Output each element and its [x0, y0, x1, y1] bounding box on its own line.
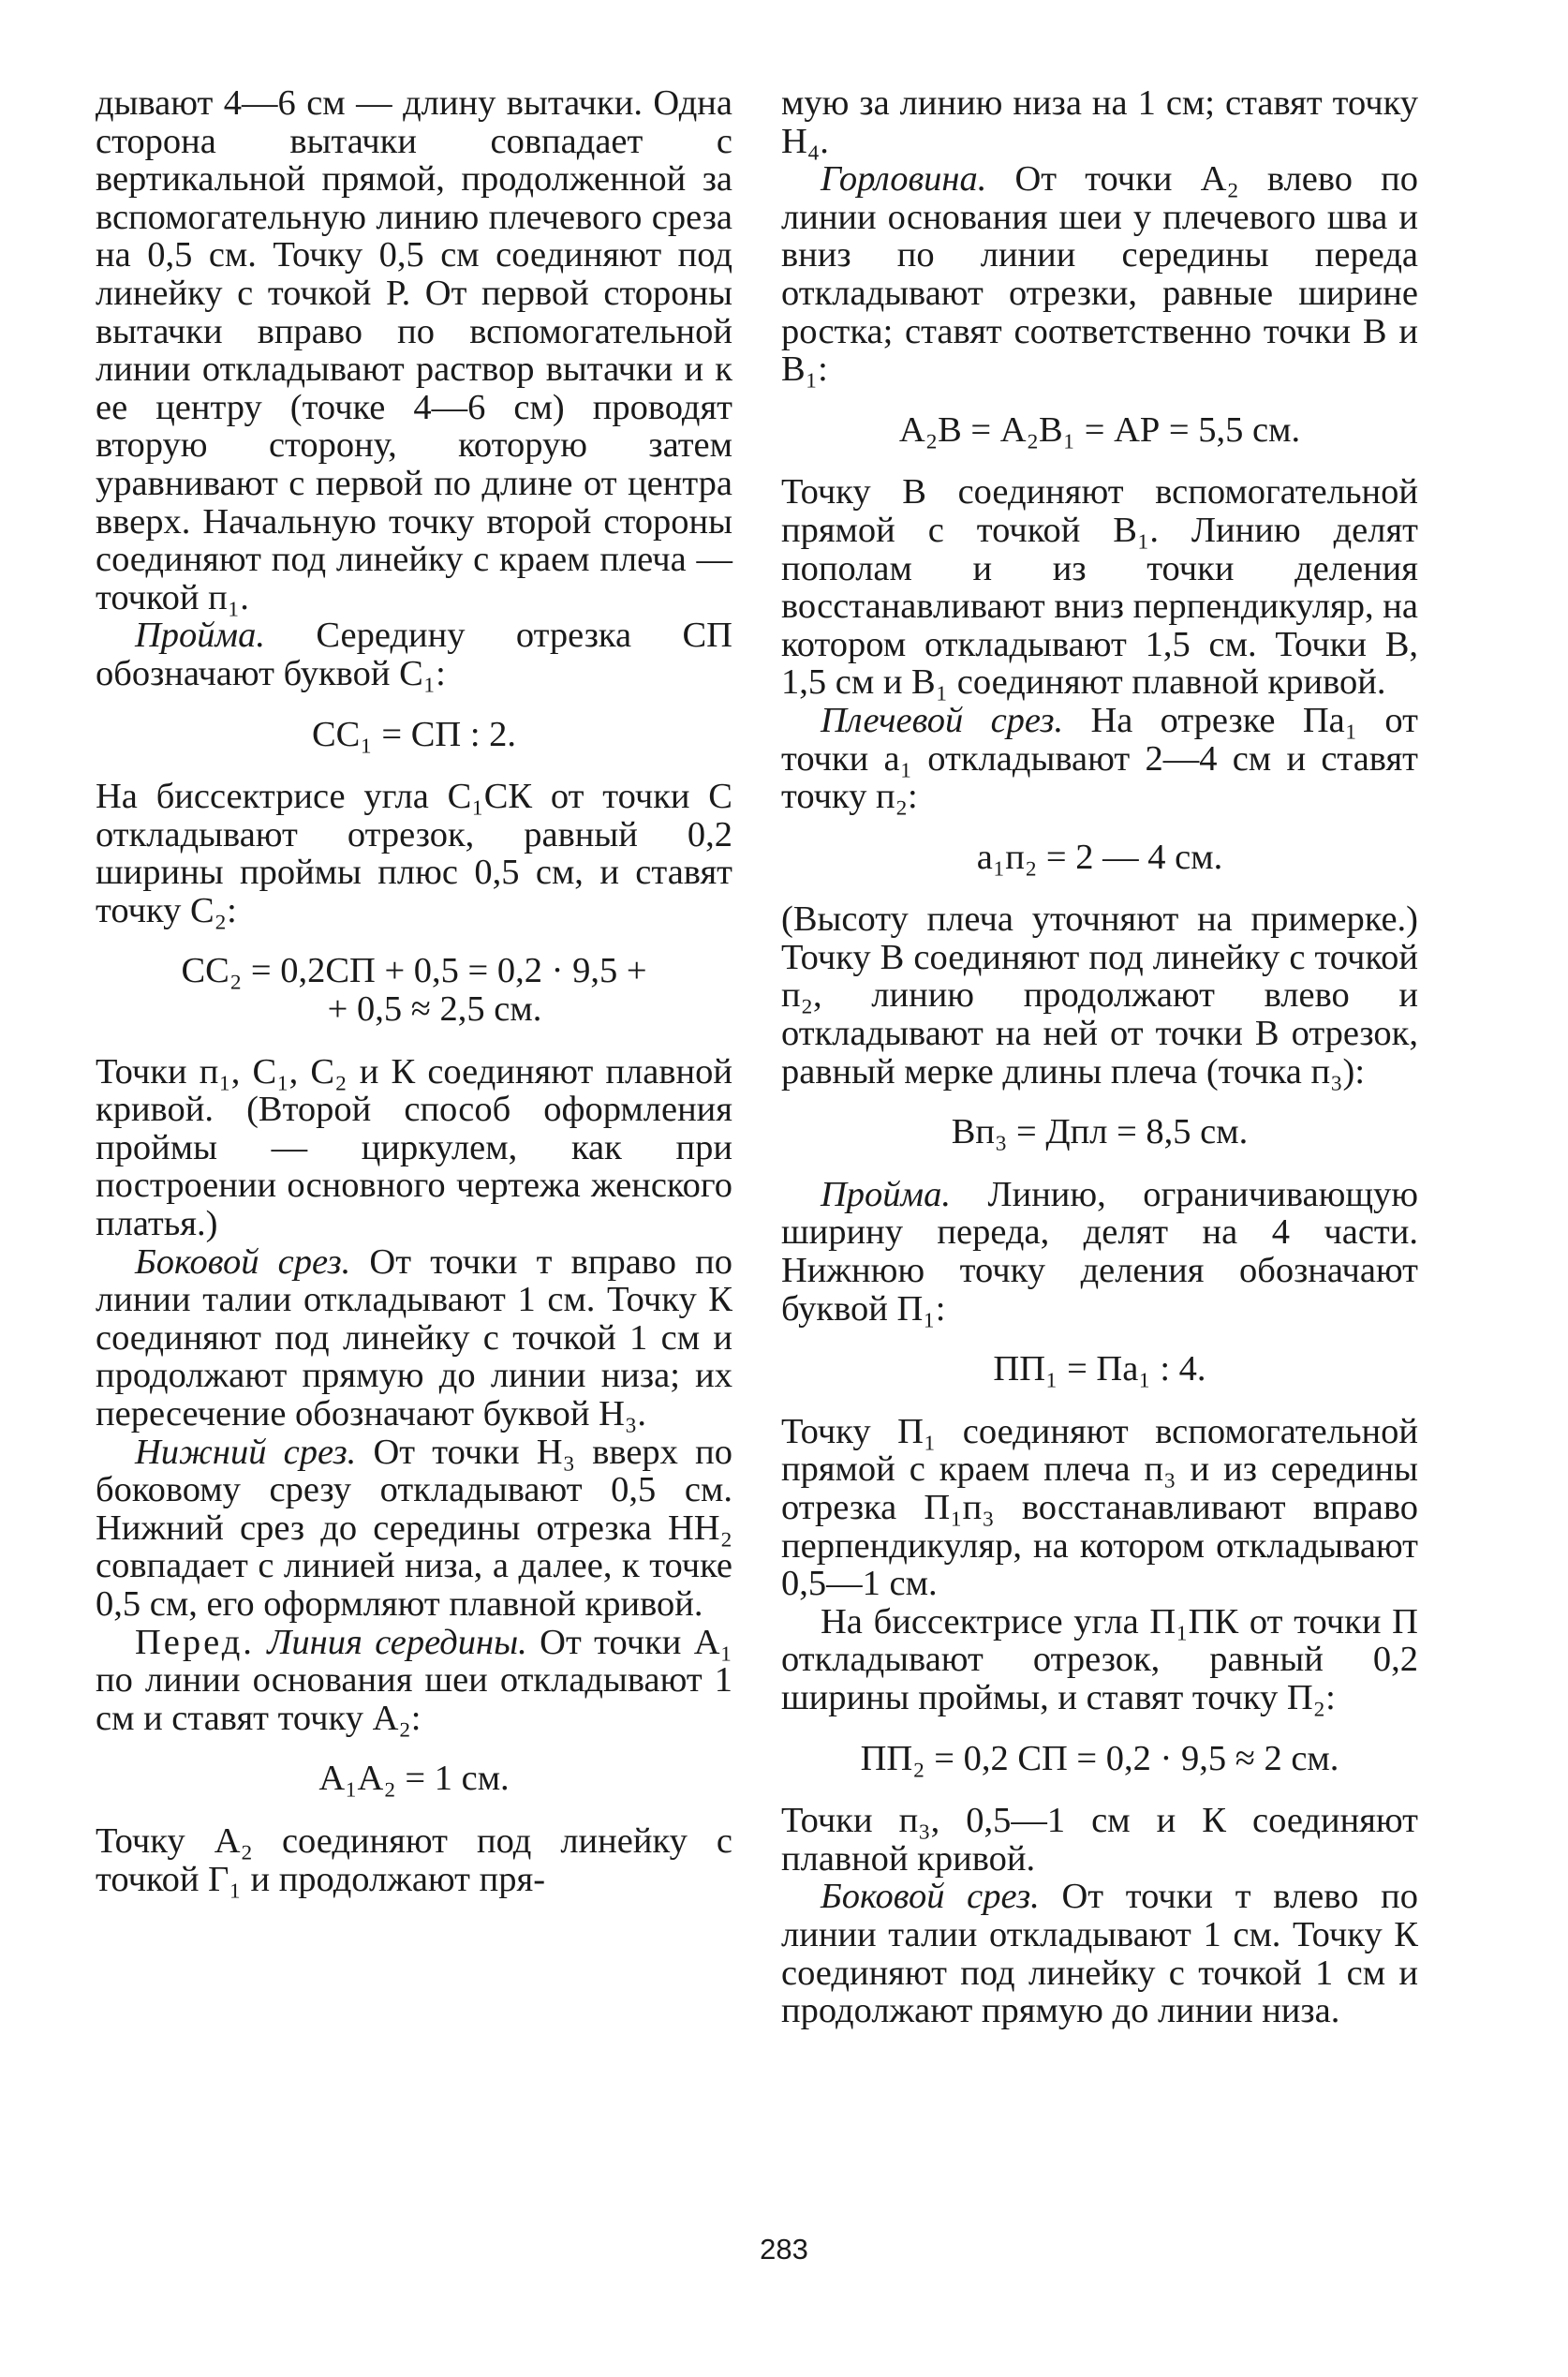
paragraph — [96, 1624, 732, 1738]
formula: А₂В = А₂В₁ = АР = 5,5 см. — [898, 409, 1301, 450]
section-heading: Плечевой срез. — [821, 700, 1064, 740]
formula: ПП₂ = 0,2 СП = 0,2 · 9,5 ≈ 2 см. — [860, 1738, 1339, 1778]
section-heading: Нижний срез. — [135, 1432, 357, 1472]
paragraph — [781, 1878, 1418, 2029]
formula-line: + 0,5 ≈ 2,5 см. — [327, 989, 542, 1030]
section-heading: Горловина. — [821, 159, 987, 200]
right-column — [781, 84, 1418, 2030]
formula: ПП₁ = Па₁ : 4. — [993, 1349, 1206, 1389]
paragraph: Точки п₁, С₁, С₂ и К соединяют плавной кривой. (Второй способ оформления проймы — циркулем, как при построении основного чертежа женского платья.) — [96, 1051, 732, 1244]
chapter-heading: Перед. — [135, 1622, 255, 1662]
left-column — [96, 84, 732, 1898]
paragraph — [96, 1434, 732, 1624]
paragraph: (Высоту плеча уточняют на примерке.) Точку В соединяют под линейку с точкой п₂, линию продолжают влево и откладывают на ней от точки В отрезок, равный мерке длины плеча (точка п₃): — [781, 899, 1418, 1092]
section-heading: Пройма. — [135, 616, 265, 656]
paragraph — [781, 160, 1418, 389]
paragraph: На биссектрисе угла П₁ПК от точки П откладывают отрезок, равный 0,2 ширины проймы, и ставят точку П₂: — [781, 1601, 1418, 1717]
paragraph-text: От точки т вправо по линии талии откладывают 1 см. Точку К соединяют под линейку с точкой 1 см и продолжают прямую до линии низа; их пересечение обозначают буквой Н₃. — [96, 1241, 732, 1434]
formula-line: СС₂ = 0,2СП + 0,5 = 0,2 · 9,5 + — [181, 951, 647, 991]
paragraph-text: Линию, ограничивающую ширину переда, делят на 4 части. Нижнюю точку деления обозначают буквой П₁: — [781, 1174, 1418, 1329]
paragraph-text: От точки А₁ по линии основания шеи откладывают 1 см и ставят точку А₂: — [96, 1622, 732, 1738]
section-heading: Линия середины. — [254, 1622, 527, 1662]
section-heading: Боковой срез. — [135, 1241, 351, 1282]
formula: А₁А₂ = 1 см. — [318, 1759, 510, 1799]
paragraph — [781, 702, 1418, 816]
paragraph — [96, 617, 732, 692]
formula: Вп₃ = Дпл = 8,5 см. — [951, 1112, 1249, 1152]
formula: а₁п₂ = 2 — 4 см. — [976, 837, 1223, 877]
section-heading: Боковой срез. — [821, 1877, 1040, 1917]
paragraph-text: От точки Н₃ вверх по боковому срезу откладывают 0,5 см. Нижний срез до середины отрезка НН₂ совпадает с линией низа, а далее, к точке 0,5 см, его оформляют плавной кривой. — [96, 1432, 733, 1624]
section-heading: Пройма. — [821, 1174, 951, 1214]
paragraph: Точки п₃, 0,5—1 см и К соединяют плавной кривой. — [781, 1801, 1418, 1879]
paragraph-text: На отрезке Па₁ от точки а₁ откладывают 2—4 см и ставят точку п₂: — [781, 700, 1418, 817]
paragraph: мую за линию низа на 1 см; ставят точку Н₄. — [781, 83, 1418, 161]
page-number: 283 — [760, 2233, 808, 2266]
paragraph: Точку В соединяют вспомогательной прямой с точкой В₁. Линию делят пополам и из точки деления восстанавливают вниз перпендикуляр, на котором откладывают 1,5 см. Точки В, 1,5 см и В₁ соединяют плавной кривой. — [781, 472, 1418, 703]
paragraph-text: От точки т влево по линии талии откладывают 1 см. Точку К соединяют под линейку с точкой 1 см и продолжают прямую до линии низа. — [781, 1877, 1418, 2031]
formula: СС₁ = СП : 2. — [311, 714, 517, 754]
paragraph — [96, 1243, 732, 1434]
paragraph-text: Середину отрезка СП обозначают буквой С₁: — [96, 616, 732, 693]
paragraph: Точку А₂ соединяют под линейку с точкой Г₁ и продолжают пря- — [96, 1820, 732, 1899]
paragraph: Точку П₁ соединяют вспомогательной прямой с краем плеча п₃ и из середины отрезка П₁п₃ восстанавливают вправо перпендикуляр, на котором откладывают 0,5—1 см. — [781, 1411, 1418, 1604]
paragraph-text: От точки А₂ влево по линии основания шеи у плечевого шва и вниз по линии середины переда откладывают отрезки, равные ширине ростка; ставят соответственно точки В и В₁: — [781, 159, 1418, 390]
paragraph: дывают 4—6 см — длину вытачки. Одна сторона вытачки совпадает с вертикальной прямой, продолженной за вспомогательную линию плечевого среза на 0,5 см. Точку 0,5 см соединяют под линейку с точкой Р. От первой стороны вытачки вправо по вспомогательной линии откладывают раствор вытачки и к ее центру (точке 4—6 см) проводят вторую сторону, которую затем уравнивают с первой по длине от центра вверх. Начальную точку второй стороны соединяют под линейку с краем плеча — точкой п₁. — [96, 83, 732, 617]
formula — [96, 952, 732, 1028]
paragraph — [781, 1176, 1418, 1328]
paragraph: На биссектрисе угла С₁СК от точки С откладывают отрезок, равный 0,2 ширины проймы плюс 0,5 см, и ставят точку С₂: — [96, 777, 732, 930]
